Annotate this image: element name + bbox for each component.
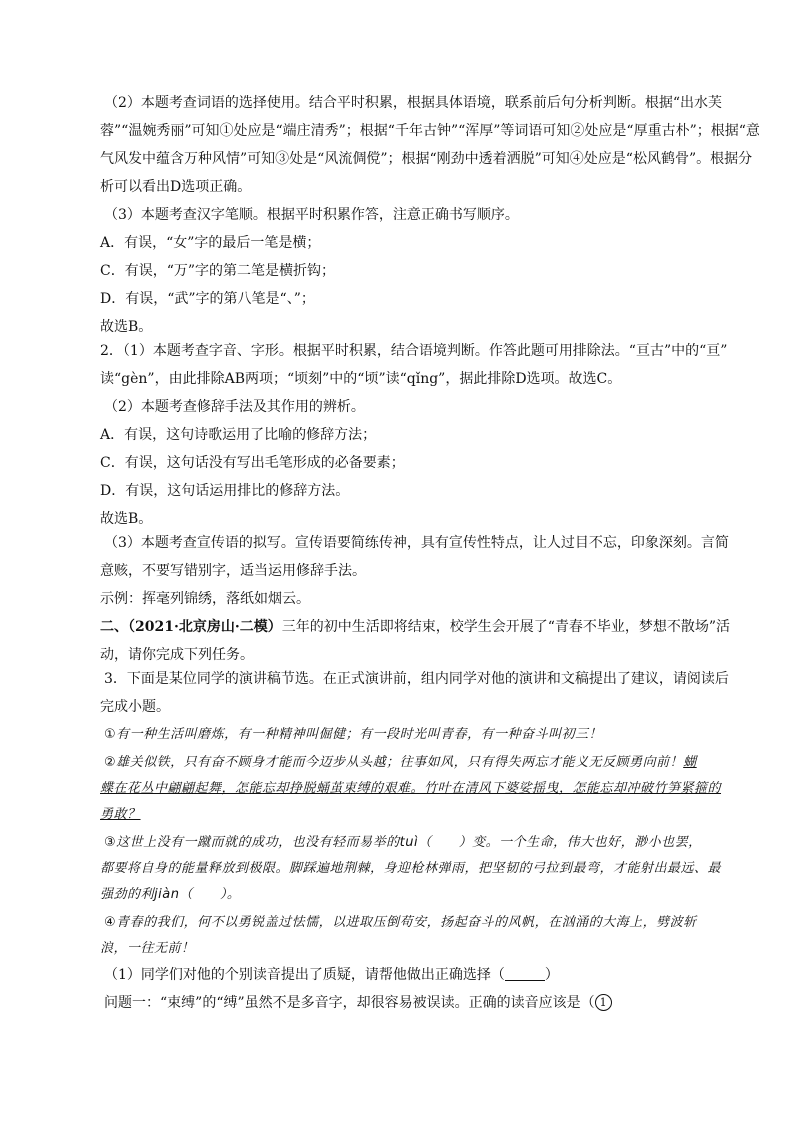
- speech-line: ④青春的我们，何不以勇锐盖过怯懦，以进取压倒苟安，扬起奋斗的风帆，在汹涌的大海上，劈波斩: [104, 915, 697, 930]
- para-line: D．有误，这句话运用排比的修辞方法。: [100, 483, 350, 499]
- speech-line-underlined: 蝶在花丛中翩翩起舞，怎能忘却挣脱蛹茧束缚的艰难。竹叶在清风下婆娑摇曳，怎能忘却冲破竹笋紧箍的: [100, 781, 722, 796]
- para-line: 动，请你完成下列任务。: [100, 647, 254, 663]
- section-source: （2021·北京房山·二模）: [128, 619, 282, 635]
- speech-line: [104, 753, 697, 773]
- speech-line: 强劲的利jiàn（ ）。: [100, 887, 241, 902]
- para-line: D．有误，“武”字的第八笔是“、”；: [100, 291, 315, 307]
- speech-line-underlined: 勇敢？: [100, 807, 141, 822]
- speech-line: 都要将自身的能量释放到极限。脚踩遍地荆棘，身迎枪林弹雨，把坚韧的弓拉到最弯，才能射出最远、最: [100, 861, 722, 876]
- para-line: C．有误，“万”字的第二笔是横折钩；: [100, 263, 336, 279]
- para-line: 故选B。: [100, 511, 153, 527]
- para-line: 读“gèn”，由此排除AB两项；“顷刻”中的“顷”读“qǐng”，据此排除D选项。故选C。: [100, 371, 622, 387]
- speech-line: ①有一种生活叫磨炼，有一种精神叫倔健；有一段时光叫青春，有一种奋斗叫初三！: [104, 727, 603, 742]
- para-line: A．有误，“女”字的最后一笔是横；: [100, 235, 321, 251]
- subquestion-suffix: ）: [544, 967, 559, 983]
- para-line: C．有误，这句话没有写出毛笔形成的必备要素；: [100, 455, 405, 471]
- para-line: 2．（1）本题考查字音、字形。根据平时积累，结合语境判断。作答此题可用排除法。“亘古”中的“亘”: [100, 343, 728, 359]
- speech-line: 浪，一往无前！: [100, 941, 195, 956]
- speech-text: ②雄关似铁，只有奋不顾身才能而今迈步从头越；往事如风，只有得失两忘才能义无反顾勇向前！: [104, 755, 684, 770]
- answer-blank[interactable]: [505, 966, 545, 981]
- para-line: 气风发中蕴含万种风情”可知③处是“风流倜傥”；根据“刚劲中透着洒脱”可知④处应是“松风鹤骨”。根据分: [100, 151, 753, 167]
- question-line: 完成小题。: [100, 699, 170, 715]
- para-line: 意赅，不要写错别字，适当运用修辞手法。: [100, 563, 366, 579]
- section-text: 三年的初中生活即将结束，校学生会开展了“青春不毕业，梦想不散场”活: [281, 619, 731, 635]
- problem-text: 问题一：“束缚”的“缚”虽然不是多音字，却很容易被误读。正确的读音应该是（: [104, 995, 595, 1011]
- para-line: 析可以看出D选项正确。: [100, 179, 252, 195]
- section-heading: [100, 617, 730, 637]
- para-line: （2）本题考查词语的选择使用。结合平时积累，根据具体语境，联系前后句分析判断。根据“出水芙: [104, 95, 723, 111]
- para-line: 蓉”“温婉秀丽”可知①处应是“端庄清秀”；根据“千年古钟”“浑厚”等词语可知②处应是“厚重古朴”；根据“意: [100, 123, 760, 139]
- circled-number: 1: [595, 994, 612, 1011]
- subquestion-line: [104, 965, 559, 985]
- para-line: （3）本题考查宣传语的拟写。宣传语要简练传神，具有宣传性特点，让人过目不忘，印象深刻。言简: [104, 535, 729, 551]
- speech-underlined: 蝴: [683, 755, 697, 770]
- para-line: 示例：挥毫列锦绣，落纸如烟云。: [100, 591, 310, 607]
- speech-line: ③这世上没有一蹴而就的成功，也没有轻而易举的tuì（ ）变。一个生命，伟大也好，渺小也罢，: [104, 835, 702, 850]
- question-line: 3．下面是某位同学的演讲稿节选。在正式演讲前，组内同学对他的演讲和文稿提出了建议，请阅读后: [104, 671, 729, 687]
- para-line: （2）本题考查修辞手法及其作用的辨析。: [104, 399, 365, 415]
- section-number: 二、: [100, 619, 128, 635]
- subquestion-text: （1）同学们对他的个别读音提出了质疑，请帮他做出正确选择（: [104, 967, 505, 983]
- para-line: （3）本题考查汉字笔顺。根据平时积累作答，注意正确书写顺序。: [104, 207, 519, 223]
- para-line: 故选B。: [100, 319, 153, 335]
- problem-line: [104, 993, 612, 1013]
- para-line: A．有误，这句诗歌运用了比喻的修辞方法；: [100, 427, 377, 443]
